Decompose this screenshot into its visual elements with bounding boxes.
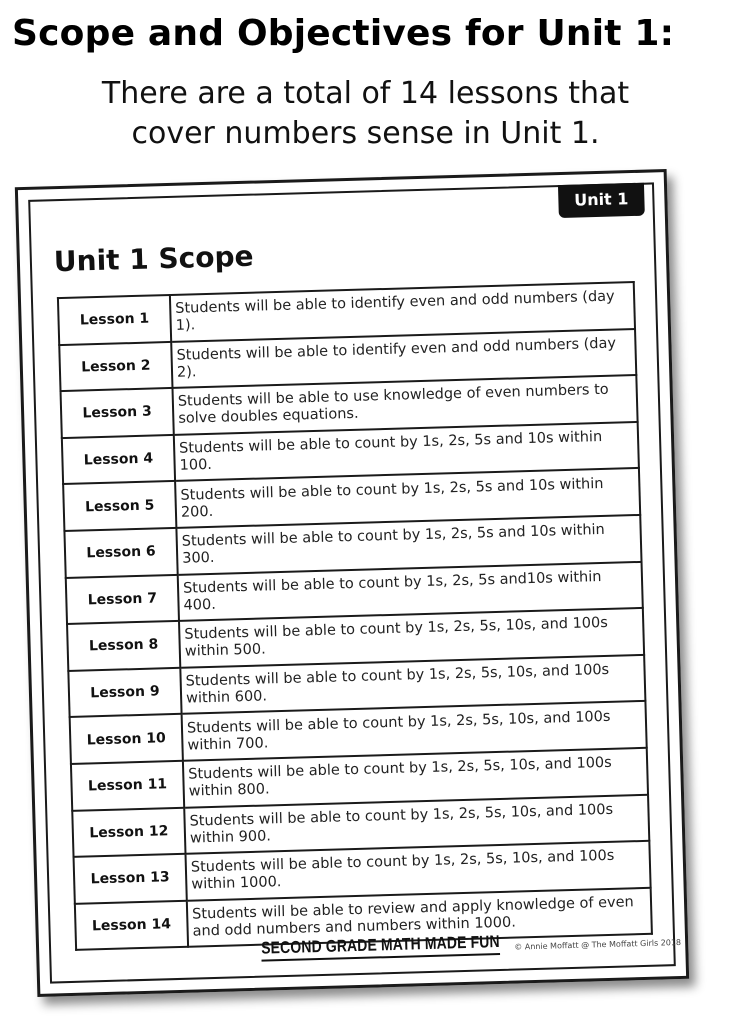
lesson-label: Lesson 8	[67, 621, 180, 671]
lesson-label: Lesson 7	[66, 574, 179, 624]
lesson-label: Lesson 3	[61, 388, 174, 438]
page-heading: Scope and Objectives for Unit 1:	[12, 13, 675, 54]
lesson-label: Lesson 2	[59, 342, 172, 392]
lesson-description: Students will be able to count by 1s, 2s, 5s, 10s, and 100s within 700.	[182, 701, 647, 761]
worksheet-title: Unit 1 Scope	[53, 239, 254, 279]
lesson-description: Students will be able to identify even and odd numbers (day 2).	[171, 329, 636, 389]
lesson-label: Lesson 9	[68, 668, 181, 718]
unit-badge: Unit 1	[558, 183, 645, 218]
lesson-label: Lesson 11	[71, 761, 184, 811]
lesson-description: Students will be able to count by 1s, 2s, 5s and 10s within 200.	[175, 468, 640, 528]
lesson-label: Lesson 14	[75, 900, 188, 950]
lesson-description: Students will be able to count by 1s, 2s, 5s, 10s, and 100s within 500.	[179, 608, 644, 668]
lesson-label: Lesson 12	[72, 807, 185, 857]
lesson-label: Lesson 6	[64, 528, 177, 578]
page-subheading	[0, 74, 731, 154]
scope-table	[57, 281, 653, 951]
lesson-description: Students will be able to review and apply knowledge of even and odd numbers and numbers within 1000.	[187, 887, 652, 947]
subheading-line-1: There are a total of 14 lessons that	[101, 76, 630, 111]
worksheet-inner-border	[28, 182, 682, 983]
footer-brand: SECOND GRADE MATH MADE FUN	[261, 932, 500, 962]
footer-copyright: © Annie Moffatt @ The Moffatt Girls 2018	[514, 937, 682, 952]
lesson-description: Students will be able to count by 1s, 2s, 5s and10s within 400.	[178, 561, 643, 621]
lesson-label: Lesson 10	[70, 714, 183, 764]
lesson-description: Students will be able to count by 1s, 2s, 5s and 10s within 100.	[174, 422, 639, 482]
worksheet-page	[15, 169, 689, 997]
lesson-label: Lesson 13	[74, 854, 187, 904]
subheading-line-2: cover numbers sense in Unit 1.	[131, 116, 600, 151]
lesson-label: Lesson 1	[58, 295, 171, 345]
lesson-label: Lesson 5	[63, 481, 176, 531]
lesson-description: Students will be able to identify even and odd numbers (day 1).	[170, 282, 635, 342]
lesson-description: Students will be able to count by 1s, 2s, 5s, 10s, and 100s within 800.	[183, 748, 648, 808]
lesson-description: Students will be able to count by 1s, 2s, 5s, 10s, and 100s within 1000.	[185, 841, 650, 901]
lesson-description: Students will be able to use knowledge of even numbers to solve doubles equations.	[172, 375, 637, 435]
lesson-description: Students will be able to count by 1s, 2s, 5s, 10s, and 100s within 600.	[180, 655, 645, 715]
lesson-description: Students will be able to count by 1s, 2s, 5s, 10s, and 100s within 900.	[184, 794, 649, 854]
lesson-label: Lesson 4	[62, 435, 175, 485]
lesson-description: Students will be able to count by 1s, 2s, 5s and 10s within 300.	[176, 515, 641, 575]
